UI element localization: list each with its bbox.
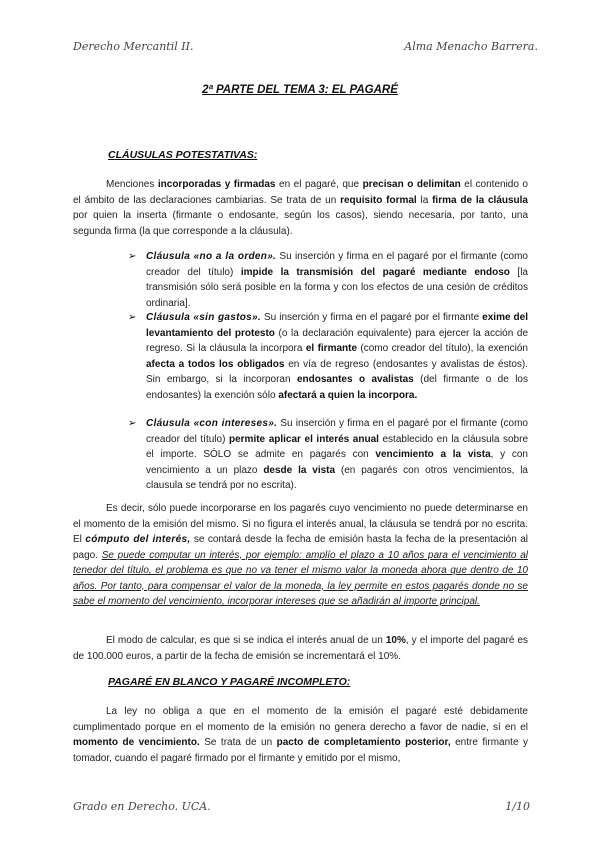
section-heading-pagare-en-blanco: PAGARÉ EN BLANCO Y PAGARÉ INCOMPLETO: [108,676,351,688]
header-left: Derecho Mercantil II. [73,40,194,53]
list-item-no-a-la-orden: ➢ Cláusula «no a la orden». Su inserción y firma en el pagaré por el firmante (como creador del título) impide la transmisión del pagaré mediante endoso [la transmisión sólo será posible en la forma y con los efectos de una cesión de créditos ordinaria]. [128,251,528,309]
page-title: 2ª PARTE DEL TEMA 3: EL PAGARÉ [202,84,398,96]
paragraph-modo-de-calcular: El modo de calcular, es que si se indica el interés anual de un 10%, y el importe del pagaré es de 100.000 euros, a partir de la fecha de emisión se incrementará el 10%. [73,635,529,662]
bullet-arrow-icon: ➢ [128,312,137,323]
bullet-arrow-icon: ➢ [128,418,137,429]
paragraph-la-ley: La ley no obliga a que en el momento de la emisión el pagaré esté debidamente cumplimentado porque en el momento de la emisión no genera derecho a favor de nadie, sí en el momento de vencimiento. Se trata de un pacto de completamiento posterior, entre firmante y tomador, cuando el pagaré firmado por el firmante y emitido por el mismo, [73,706,528,764]
list-item-con-intereses: ➢ Cláusula «con intereses». Su inserción y firma en el pagaré por el firmante (como creador del título) permite aplicar el interés anual establecido en la cláusula sobre el importe. SÓLO se admite en pagarés con vencimiento a la vista, y con vencimiento a un plazo desde la vista (en pagarés con otros vencimientos, la clausula se tendrá por no escrita). [128,418,528,491]
page-number: 1/10 [505,800,530,813]
paragraph-es-decir: Es decir, sólo puede incorporarse en los pagarés cuyo vencimiento no puede determinarse en el momento de la emisión del mismo. Si no figura el interés anual, la cláusula se tendrá por no escrita. El cómputo del interés, se contará desde la fecha de emisión hasta la fecha de la presentación al pago. Se puede computar un interés, por ejemplo: amplío el plazo a 10 años para el vencimiento al tenedor del título, el problema es que no va tener el mismo valor la moneda ahora que dentro de 10 años. Por tanto, para compensar el valor de la moneda, la ley permite en estos pagarés donde no se sabe el momento del vencimiento, incorporar intereses que se añadirán al importe principal. [73,503,529,607]
bullet-arrow-icon: ➢ [128,251,137,262]
list-item-sin-gastos: ➢ Cláusula «sin gastos». Su inserción y firma en el pagaré por el firmante exime del levantamiento del protesto (o la declaración equivalente) para ejercer la acción de regreso. Si la cláusula la incorpora el firmante (como creador del título), la exención afecta a todos los obligados en vía de regreso (endosantes y avalistas de éstos). Sin embargo, si la incorporan endosantes o avalistas (del firmante o de los endosantes) la exención sólo afectará a quien la incorpora. [128,312,529,401]
footer-left: Grado en Derecho. UCA. [73,800,211,813]
paragraph-menciones: Menciones incorporadas y firmadas en el pagaré, que precisan o delimitan el contenido o el ámbito de las declaraciones cambiarias. Se trata de un requisito formal la firma de la cláusula por quien la inserta (firmante o endosante, según los casos), siendo necesaria, por tanto, una segunda firma (la que corresponde a la cláusula). [73,179,528,237]
header-right: Alma Menacho Barrera. [404,40,538,53]
section-heading-clausulas: CLÁUSULAS POTESTATIVAS: [108,149,258,161]
